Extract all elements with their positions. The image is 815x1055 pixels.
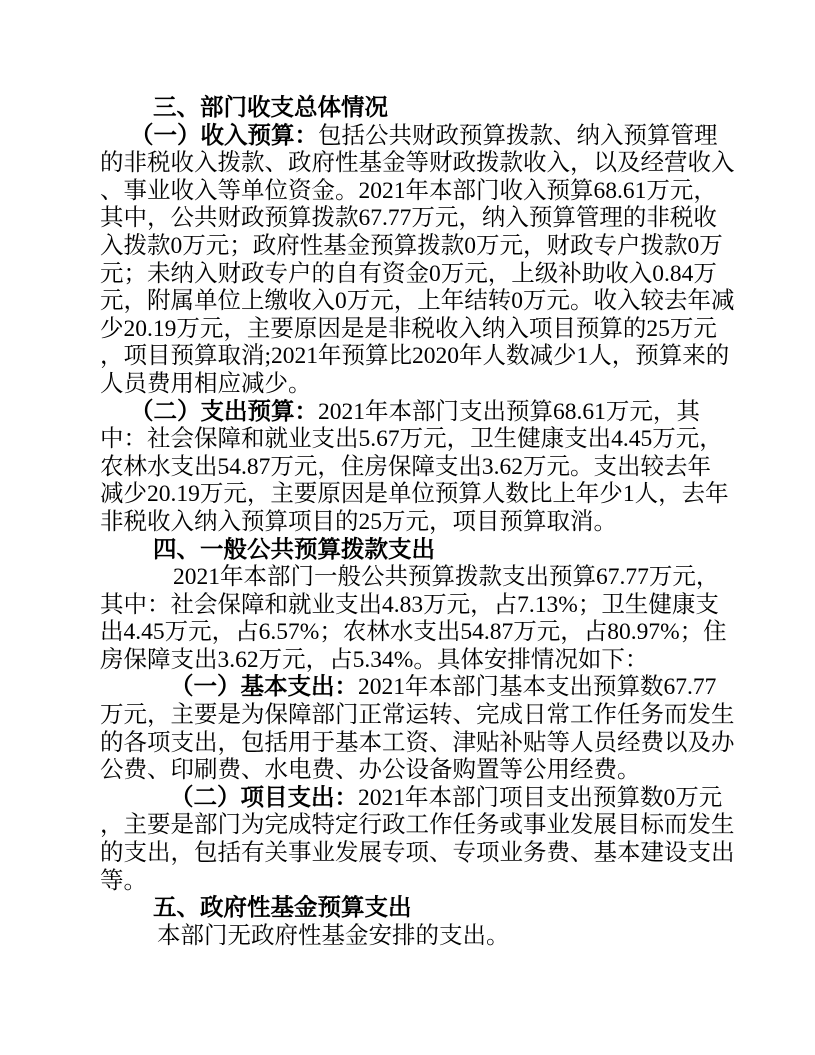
line-text: 少20.19万元，主要原因是是非税收入纳入项目预算的25万元: [100, 315, 717, 342]
heading-text: 三、部门收支总体情况: [153, 95, 388, 121]
doc-line: [100, 178, 719, 206]
doc-line: [100, 123, 719, 151]
doc-line: [100, 371, 719, 399]
doc-line: [100, 702, 735, 730]
line-text: 其中：社会保障和就业支出4.83万元，占7.13%；卫生健康支: [100, 591, 719, 618]
section-heading: [100, 895, 719, 923]
doc-line: [100, 840, 735, 868]
section-heading: [100, 95, 719, 123]
line-text: 的支出，包括有关事业发展专项、专项业务费、基本建设支出: [100, 840, 735, 867]
doc-line: [100, 454, 719, 482]
line-text: 出4.45万元，占6.57%；农林水支出54.87万元，占80.97%；住: [100, 619, 727, 646]
line-text: 、事业收入等单位资金。2021年本部门收入预算68.61万元，: [100, 177, 717, 204]
doc-line: [100, 481, 729, 509]
line-text: 本部门无政府性基金安排的支出。: [157, 922, 510, 949]
line-bold-text: （一）基本支出：: [170, 674, 358, 701]
doc-line: [100, 868, 719, 896]
line-text: 2021年本部门项目支出预算数0万元: [358, 784, 723, 811]
doc-line: [100, 729, 735, 758]
line-text: 农林水支出54.87万元，住房保障支出3.62万元。支出较去年: [100, 453, 711, 480]
doc-line: [100, 316, 719, 344]
line-text: 万元，主要是为保障部门正常运转、完成日常工作任务而发生: [100, 702, 735, 729]
doc-line: [100, 205, 719, 233]
line-bold-text: （二）项目支出：: [170, 784, 358, 811]
doc-line: [100, 261, 719, 289]
line-text: 公费、印刷费、水电费、办公设备购置等公用经费。: [100, 757, 641, 784]
doc-line: [100, 564, 719, 592]
doc-line: [100, 426, 723, 454]
doc-line: [100, 619, 727, 647]
doc-line: [100, 784, 723, 813]
section-heading: [100, 537, 719, 565]
line-text: 减少20.19万元，主要原因是单位预算人数比上年少1人，去年: [100, 481, 729, 508]
line-text: 包括公共财政预算拨款、纳入预算管理: [318, 122, 718, 149]
doc-line: [100, 647, 719, 675]
line-bold-text: （二）支出预算：: [130, 398, 318, 425]
line-text: 的各项支出，包括用于基本工资、津贴补贴等人员经费以及办: [100, 729, 735, 756]
line-text: ，主要是部门为完成特定行政工作任务或事业发展目标而发生: [100, 812, 735, 839]
doc-line: [100, 812, 735, 840]
line-text: 2021年本部门支出预算68.61万元，其: [318, 398, 700, 425]
doc-line: [100, 509, 719, 537]
heading-text: 四、一般公共预算拨款支出: [153, 536, 435, 563]
doc-line: [100, 399, 719, 427]
doc-line: [100, 288, 735, 316]
line-text: 2021年本部门一般公共预算拨款支出预算67.77万元，: [173, 564, 720, 591]
line-text: 房保障支出3.62万元，占5.34%。具体安排情况如下：: [100, 646, 649, 673]
line-text: 其中，公共财政预算拨款67.77万元，纳入预算管理的非税收: [100, 205, 717, 232]
doc-line: [100, 757, 719, 785]
line-bold-text: （一）收入预算：: [130, 122, 318, 149]
doc-line: [100, 592, 719, 620]
heading-text: 五、政府性基金预算支出: [153, 895, 412, 922]
doc-line: [100, 674, 719, 702]
line-text: 非税收入纳入预算项目的25万元，项目预算取消。: [100, 508, 617, 535]
line-text: 的非税收入拨款、政府性基金等财政拨款收入，以及经营收入: [100, 150, 735, 177]
doc-line: [100, 343, 730, 371]
doc-line: [100, 232, 723, 261]
line-text: 元；未纳入财政专户的自有资金0万元，上级补助收入0.84万: [100, 260, 717, 287]
line-text: 元，附属单位上缴收入0万元，上年结转0万元。收入较去年减: [100, 288, 735, 315]
doc-line: [100, 150, 735, 178]
line-text: 人员费用相应减少。: [100, 370, 312, 397]
line-text: ，项目预算取消;2021年预算比2020年人数减少1人，预算来的: [100, 343, 730, 370]
line-text: 2021年本部门基本支出预算数67.77: [358, 674, 717, 701]
line-text: 中：社会保障和就业支出5.67万元，卫生健康支出4.45万元，: [100, 426, 723, 453]
line-text: 等。: [100, 867, 147, 894]
line-text: 入拨款0万元；政府性基金预算拨款0万元，财政专户拨款0万: [100, 232, 723, 259]
doc-line: [100, 923, 719, 951]
